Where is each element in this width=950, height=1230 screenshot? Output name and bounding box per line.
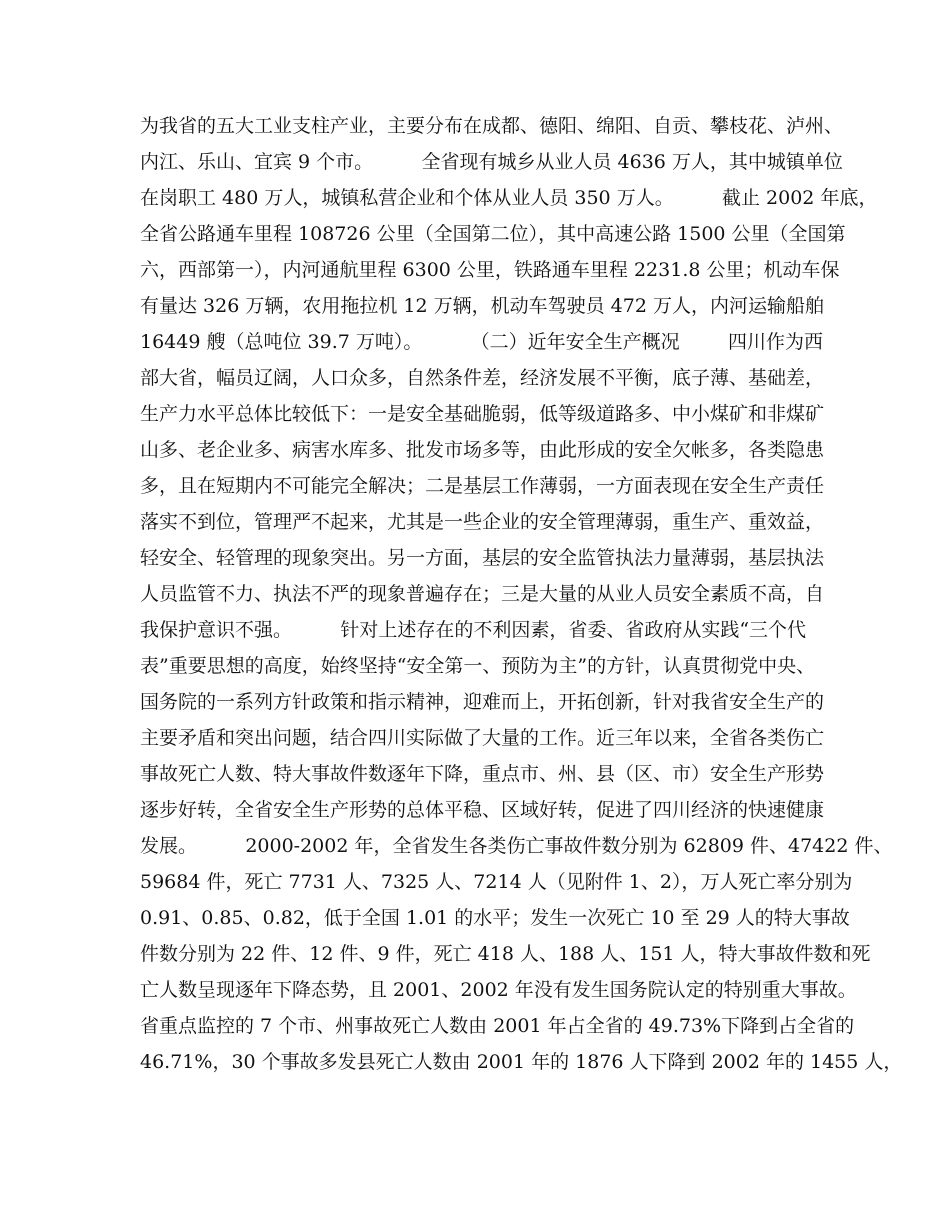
text-line: 46.71%，30 个事故多发县死亡人数由 2001 年的 1876 人下降到 2002 年的 1455 人， (140, 1051, 903, 1073)
text-line: 亡人数呈现逐年下降态势，且 2001、2002 年没有发生国务院认定的特别重大事故。 (140, 979, 857, 1001)
text-line: 在岗职工 480 万人，城镇私营企业和个体从业人员 350 万人。 截止 2002 年底， (140, 187, 878, 209)
text-line: 59684 件，死亡 7731 人、7325 人、7214 人（见附件 1、2），万人死亡率分别为 (140, 871, 853, 893)
text-line: 山多、老企业多、病害水库多、批发市场多等，由此形成的安全欠帐多，各类隐患 (140, 439, 825, 461)
text-line: 有量达 326 万辆，农用拖拉机 12 万辆，机动车驾驶员 472 万人，内河运输船舶 (140, 295, 824, 317)
text-line: 发展。 2000-2002 年，全省发生各类伤亡事故件数分别为 62809 件、47422 件、 (140, 835, 893, 857)
text-line: 内江、乐山、宜宾 9 个市。 全省现有城乡从业人员 4636 万人，其中城镇单位 (140, 151, 843, 173)
body-text (140, 108, 903, 1080)
text-line: 多，且在短期内不可能完全解决；二是基层工作薄弱，一方面表现在安全生产责任 (140, 475, 825, 497)
text-line: 我保护意识不强。 针对上述存在的不利因素，省委、省政府从实践“三个代 (140, 619, 807, 641)
text-line: 表”重要思想的高度，始终坚持“安全第一、预防为主”的方针，认真贯彻党中央、 (140, 655, 816, 677)
text-line: 省重点监控的 7 个市、州事故死亡人数由 2001 年占全省的 49.73%下降到占全省的 (140, 1015, 855, 1037)
text-line: 国务院的一系列方针政策和指示精神，迎难而上，开拓创新，针对我省安全生产的 (140, 691, 825, 713)
text-line: 人员监管不力、执法不严的现象普遍存在；三是大量的从业人员安全素质不高，自 (140, 583, 825, 605)
text-line: 事故死亡人数、特大事故件数逐年下降，重点市、州、县（区、市）安全生产形势 (140, 763, 825, 785)
text-line: 落实不到位，管理严不起来，尤其是一些企业的安全管理薄弱，重生产、重效益， (140, 511, 825, 533)
text-line: 16449 艘（总吨位 39.7 万吨）。 （二）近年安全生产概况 四川作为西 (140, 331, 823, 353)
text-line: 逐步好转，全省安全生产形势的总体平稳、区域好转，促进了四川经济的快速健康 (140, 799, 825, 821)
text-line: 为我省的五大工业支柱产业，主要分布在成都、德阳、绵阳、自贡、攀枝花、泸州、 (140, 115, 844, 137)
text-line: 全省公路通车里程 108726 公里（全国第二位），其中高速公路 1500 公里（全国第 (140, 223, 846, 245)
text-line: 主要矛盾和突出问题，结合四川实际做了大量的工作。近三年以来，全省各类伤亡 (140, 727, 825, 749)
text-line: 轻安全、轻管理的现象突出。另一方面，基层的安全监管执法力量薄弱，基层执法 (140, 547, 825, 569)
text-line: 六，西部第一），内河通航里程 6300 公里，铁路通车里程 2231.8 公里；机动车保 (140, 259, 840, 281)
text-line: 生产力水平总体比较低下：一是安全基础脆弱，低等级道路多、中小煤矿和非煤矿 (140, 403, 825, 425)
text-line: 件数分别为 22 件、12 件、9 件，死亡 418 人、188 人、151 人，特大事故件数和死 (140, 943, 871, 965)
text-line: 0.91、0.85、0.82，低于全国 1.01 的水平；发生一次死亡 10 至 29 人的特大事故 (140, 907, 850, 929)
text-line: 部大省，幅员辽阔，人口众多，自然条件差，经济发展不平衡，底子薄、基础差， (140, 367, 825, 389)
